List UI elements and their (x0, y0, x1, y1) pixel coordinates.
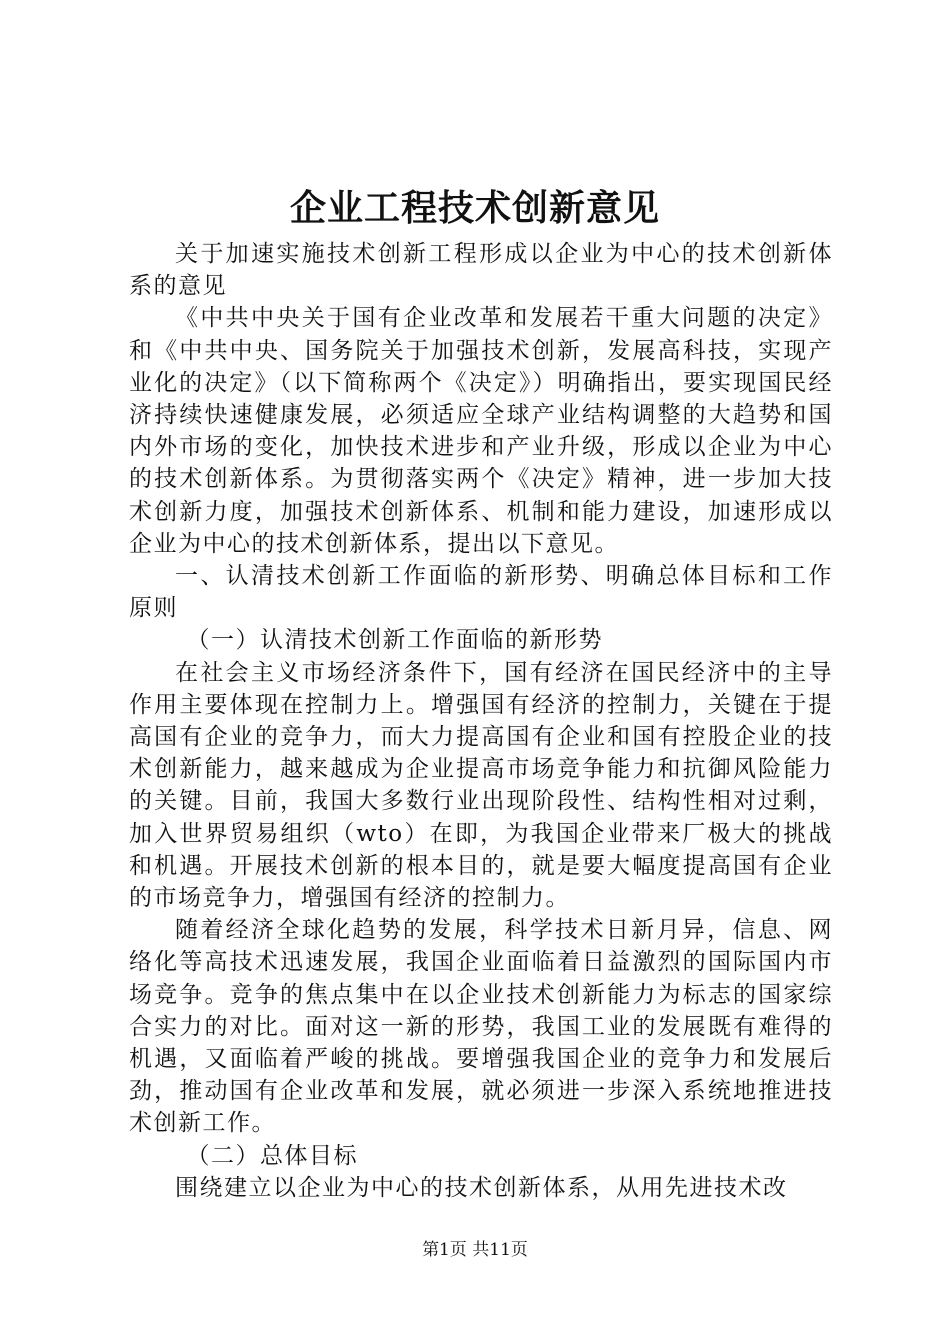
subsection-heading-2: （二）总体目标 (186, 1142, 358, 1169)
paragraph-intro: 《中共中央关于国有企业改革和发展若干重大问题的决定》和《中共中央、国务院关于加强技术创新，发展高科技，实现产业化的决定》（以下简称两个《决定》）明确指出，要实现国民经济持续快速健康发展，必须适应全球产业结构调整的大趋势和国内外市场的变化，加快技术进步和产业升级，形成以企业为中心的技术创新体系。为贯彻落实两个《决定》精神，进一步加大技术创新力度，加强技术创新体系、机制和能力建设，加速形成以企业为中心的技术创新体系，提出以下意见。 (129, 305, 833, 557)
paragraph-body-2: 随着经济全球化趋势的发展，科学技术日新月异，信息、网络化等高技术迅速发展，我国企业面临着日益激烈的国际国内市场竞争。竞争的焦点集中在以企业技术创新能力为标志的国家综合实力的对比。面对这一新的形势，我国工业的发展既有难得的机遇，又面临着严峻的挑战。要增强我国企业的竞争力和发展后劲，推动国有企业改革和发展，就必须进一步深入系统地推进技术创新工作。 (129, 917, 833, 1137)
paragraph-body-1: 在社会主义市场经济条件下，国有经济在国民经济中的主导作用主要体现在控制力上。增强国有经济的控制力，关键在于提高国有企业的竞争力，而大力提高国有企业和国有控股企业的技术创新能力，越来越成为企业提高市场竞争能力和抗御风险能力的关键。目前，我国大多数行业出现阶段性、结构性相对过剩，加入世界贸易组织（wto）在即，为我国企业带来厂极大的挑战和机遇。开展技术创新的根本目的，就是要大幅度提高国有企业的市场竞争力，增强国有经济的控制力。 (129, 659, 833, 912)
section-heading-1: 一、认清技术创新工作面临的新形势、明确总体目标和工作原则 (129, 563, 833, 622)
page-footer: 第1页 共11页 (422, 1240, 528, 1260)
paragraph-subtitle: 关于加速实施技术创新工程形成以企业为中心的技术创新体系的意见 (129, 241, 833, 300)
document-title: 企业工程技术创新意见 (289, 187, 660, 229)
paragraph-body-3: 围绕建立以企业为中心的技术创新体系，从用先进技术改 (175, 1174, 788, 1201)
document-body (129, 238, 833, 1204)
subsection-heading-1: （一）认清技术创新工作面临的新形势 (186, 627, 603, 654)
